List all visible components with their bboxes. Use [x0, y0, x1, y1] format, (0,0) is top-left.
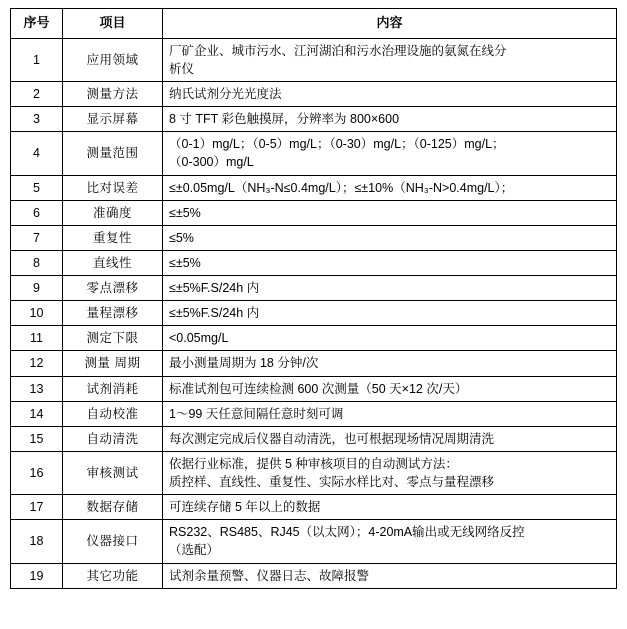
cell-row-number: 6 [11, 200, 63, 225]
content-line: 纳氏试剂分光光度法 [169, 87, 282, 102]
content-line: 析仪 [169, 61, 195, 76]
content-line: 最小测量周期为 18 分钟/次 [169, 356, 319, 371]
cell-item-name: 量程漂移 [63, 301, 163, 326]
cell-row-number: 14 [11, 401, 63, 426]
cell-row-number: 3 [11, 107, 63, 132]
cell-row-number: 16 [11, 451, 63, 494]
content-line: ≤±5% [169, 205, 201, 220]
cell-item-name: 显示屏幕 [63, 107, 163, 132]
cell-item-content [163, 376, 617, 401]
table-row [11, 563, 617, 588]
cell-item-name: 重复性 [63, 225, 163, 250]
cell-row-number: 17 [11, 495, 63, 520]
content-line: （0-300）mg/L [169, 155, 254, 170]
cell-row-number: 8 [11, 250, 63, 275]
cell-item-name: 审核测试 [63, 451, 163, 494]
cell-item-content [163, 276, 617, 301]
column-header-no: 序号 [11, 9, 63, 39]
table-row [11, 351, 617, 376]
cell-item-name: 零点漂移 [63, 276, 163, 301]
cell-row-number: 12 [11, 351, 63, 376]
cell-item-content [163, 82, 617, 107]
content-line: 厂矿企业、城市污水、江河湖泊和污水治理设施的氨氮在线分 [169, 43, 507, 58]
cell-item-content [163, 250, 617, 275]
table-header-row [11, 9, 617, 39]
cell-item-name: 试剂消耗 [63, 376, 163, 401]
table-row [11, 376, 617, 401]
cell-row-number: 7 [11, 225, 63, 250]
cell-item-name: 数据存储 [63, 495, 163, 520]
cell-item-name: 比对误差 [63, 175, 163, 200]
cell-item-content [163, 520, 617, 563]
table-row [11, 175, 617, 200]
cell-row-number: 9 [11, 276, 63, 301]
content-line: ≤±5%F.S/24h 内 [169, 306, 260, 321]
cell-item-name: 自动清洗 [63, 426, 163, 451]
cell-item-name: 测定下限 [63, 326, 163, 351]
content-line: ≤±5% [169, 255, 201, 270]
cell-item-content [163, 326, 617, 351]
table-row [11, 132, 617, 175]
cell-item-name: 自动校准 [63, 401, 163, 426]
table-row [11, 82, 617, 107]
content-line: 1～99 天任意间隔任意时刻可调 [169, 406, 344, 421]
content-line: ≤5% [169, 230, 194, 245]
table-row [11, 401, 617, 426]
table-row [11, 301, 617, 326]
table-row [11, 451, 617, 494]
cell-item-name: 应用领域 [63, 38, 163, 81]
cell-row-number: 1 [11, 38, 63, 81]
cell-item-content [163, 426, 617, 451]
content-line: 质控样、直线性、重复性、实际水样比对、零点与量程漂移 [169, 475, 495, 490]
table-row [11, 426, 617, 451]
cell-row-number: 10 [11, 301, 63, 326]
table-row [11, 107, 617, 132]
table-row [11, 38, 617, 81]
cell-item-content [163, 495, 617, 520]
content-line: 8 寸 TFT 彩色触摸屏，分辨率为 800×600 [169, 112, 400, 127]
cell-row-number: 15 [11, 426, 63, 451]
cell-row-number: 5 [11, 175, 63, 200]
table-row [11, 250, 617, 275]
cell-item-name: 测量范围 [63, 132, 163, 175]
table-row [11, 326, 617, 351]
cell-item-content [163, 451, 617, 494]
cell-item-name: 其它功能 [63, 563, 163, 588]
cell-row-number: 11 [11, 326, 63, 351]
column-header-item: 项目 [63, 9, 163, 39]
column-header-content: 内容 [163, 9, 617, 39]
content-line: 每次测定完成后仪器自动清洗，也可根据现场情况周期清洗 [169, 431, 495, 446]
cell-item-name: 测量方法 [63, 82, 163, 107]
cell-row-number: 19 [11, 563, 63, 588]
content-line: 试剂余量预警、仪器日志、故障报警 [169, 568, 370, 583]
table-row [11, 520, 617, 563]
cell-item-content [163, 563, 617, 588]
cell-item-content [163, 225, 617, 250]
content-line: 可连续存储 5 年以上的数据 [169, 500, 321, 515]
content-line: ≤±5%F.S/24h 内 [169, 281, 260, 296]
cell-row-number: 18 [11, 520, 63, 563]
cell-row-number: 13 [11, 376, 63, 401]
cell-row-number: 2 [11, 82, 63, 107]
cell-item-content [163, 401, 617, 426]
cell-item-name: 准确度 [63, 200, 163, 225]
cell-row-number: 4 [11, 132, 63, 175]
cell-item-name: 仪器接口 [63, 520, 163, 563]
cell-item-content [163, 132, 617, 175]
cell-item-content [163, 175, 617, 200]
content-line: <0.05mg/L [169, 331, 229, 346]
cell-item-name: 测量 周期 [63, 351, 163, 376]
table-row [11, 200, 617, 225]
table-row [11, 276, 617, 301]
content-line: ≤±0.05mg/L（NH₃-N≤0.4mg/L）；≤±10%（NH₃-N>0.4mg/L）； [169, 180, 514, 195]
specification-table [10, 8, 617, 589]
cell-item-content [163, 38, 617, 81]
content-line: 标准试剂包可连续检测 600 次测量（50 天×12 次/天） [169, 381, 468, 396]
cell-item-name: 直线性 [63, 250, 163, 275]
content-line: 依据行业标准，提供 5 种审核项目的自动测试方法： [169, 456, 458, 471]
cell-item-content [163, 200, 617, 225]
content-line: （选配） [169, 543, 220, 558]
content-line: RS232、RS485、RJ45（以太网）；4-20mA输出或无线网络反控 [169, 525, 525, 540]
table-row [11, 225, 617, 250]
cell-item-content [163, 107, 617, 132]
table-row [11, 495, 617, 520]
cell-item-content [163, 301, 617, 326]
cell-item-content [163, 351, 617, 376]
table-body [11, 38, 617, 588]
content-line: （0-1）mg/L；（0-5）mg/L；（0-30）mg/L；（0-125）mg/L； [169, 137, 505, 152]
